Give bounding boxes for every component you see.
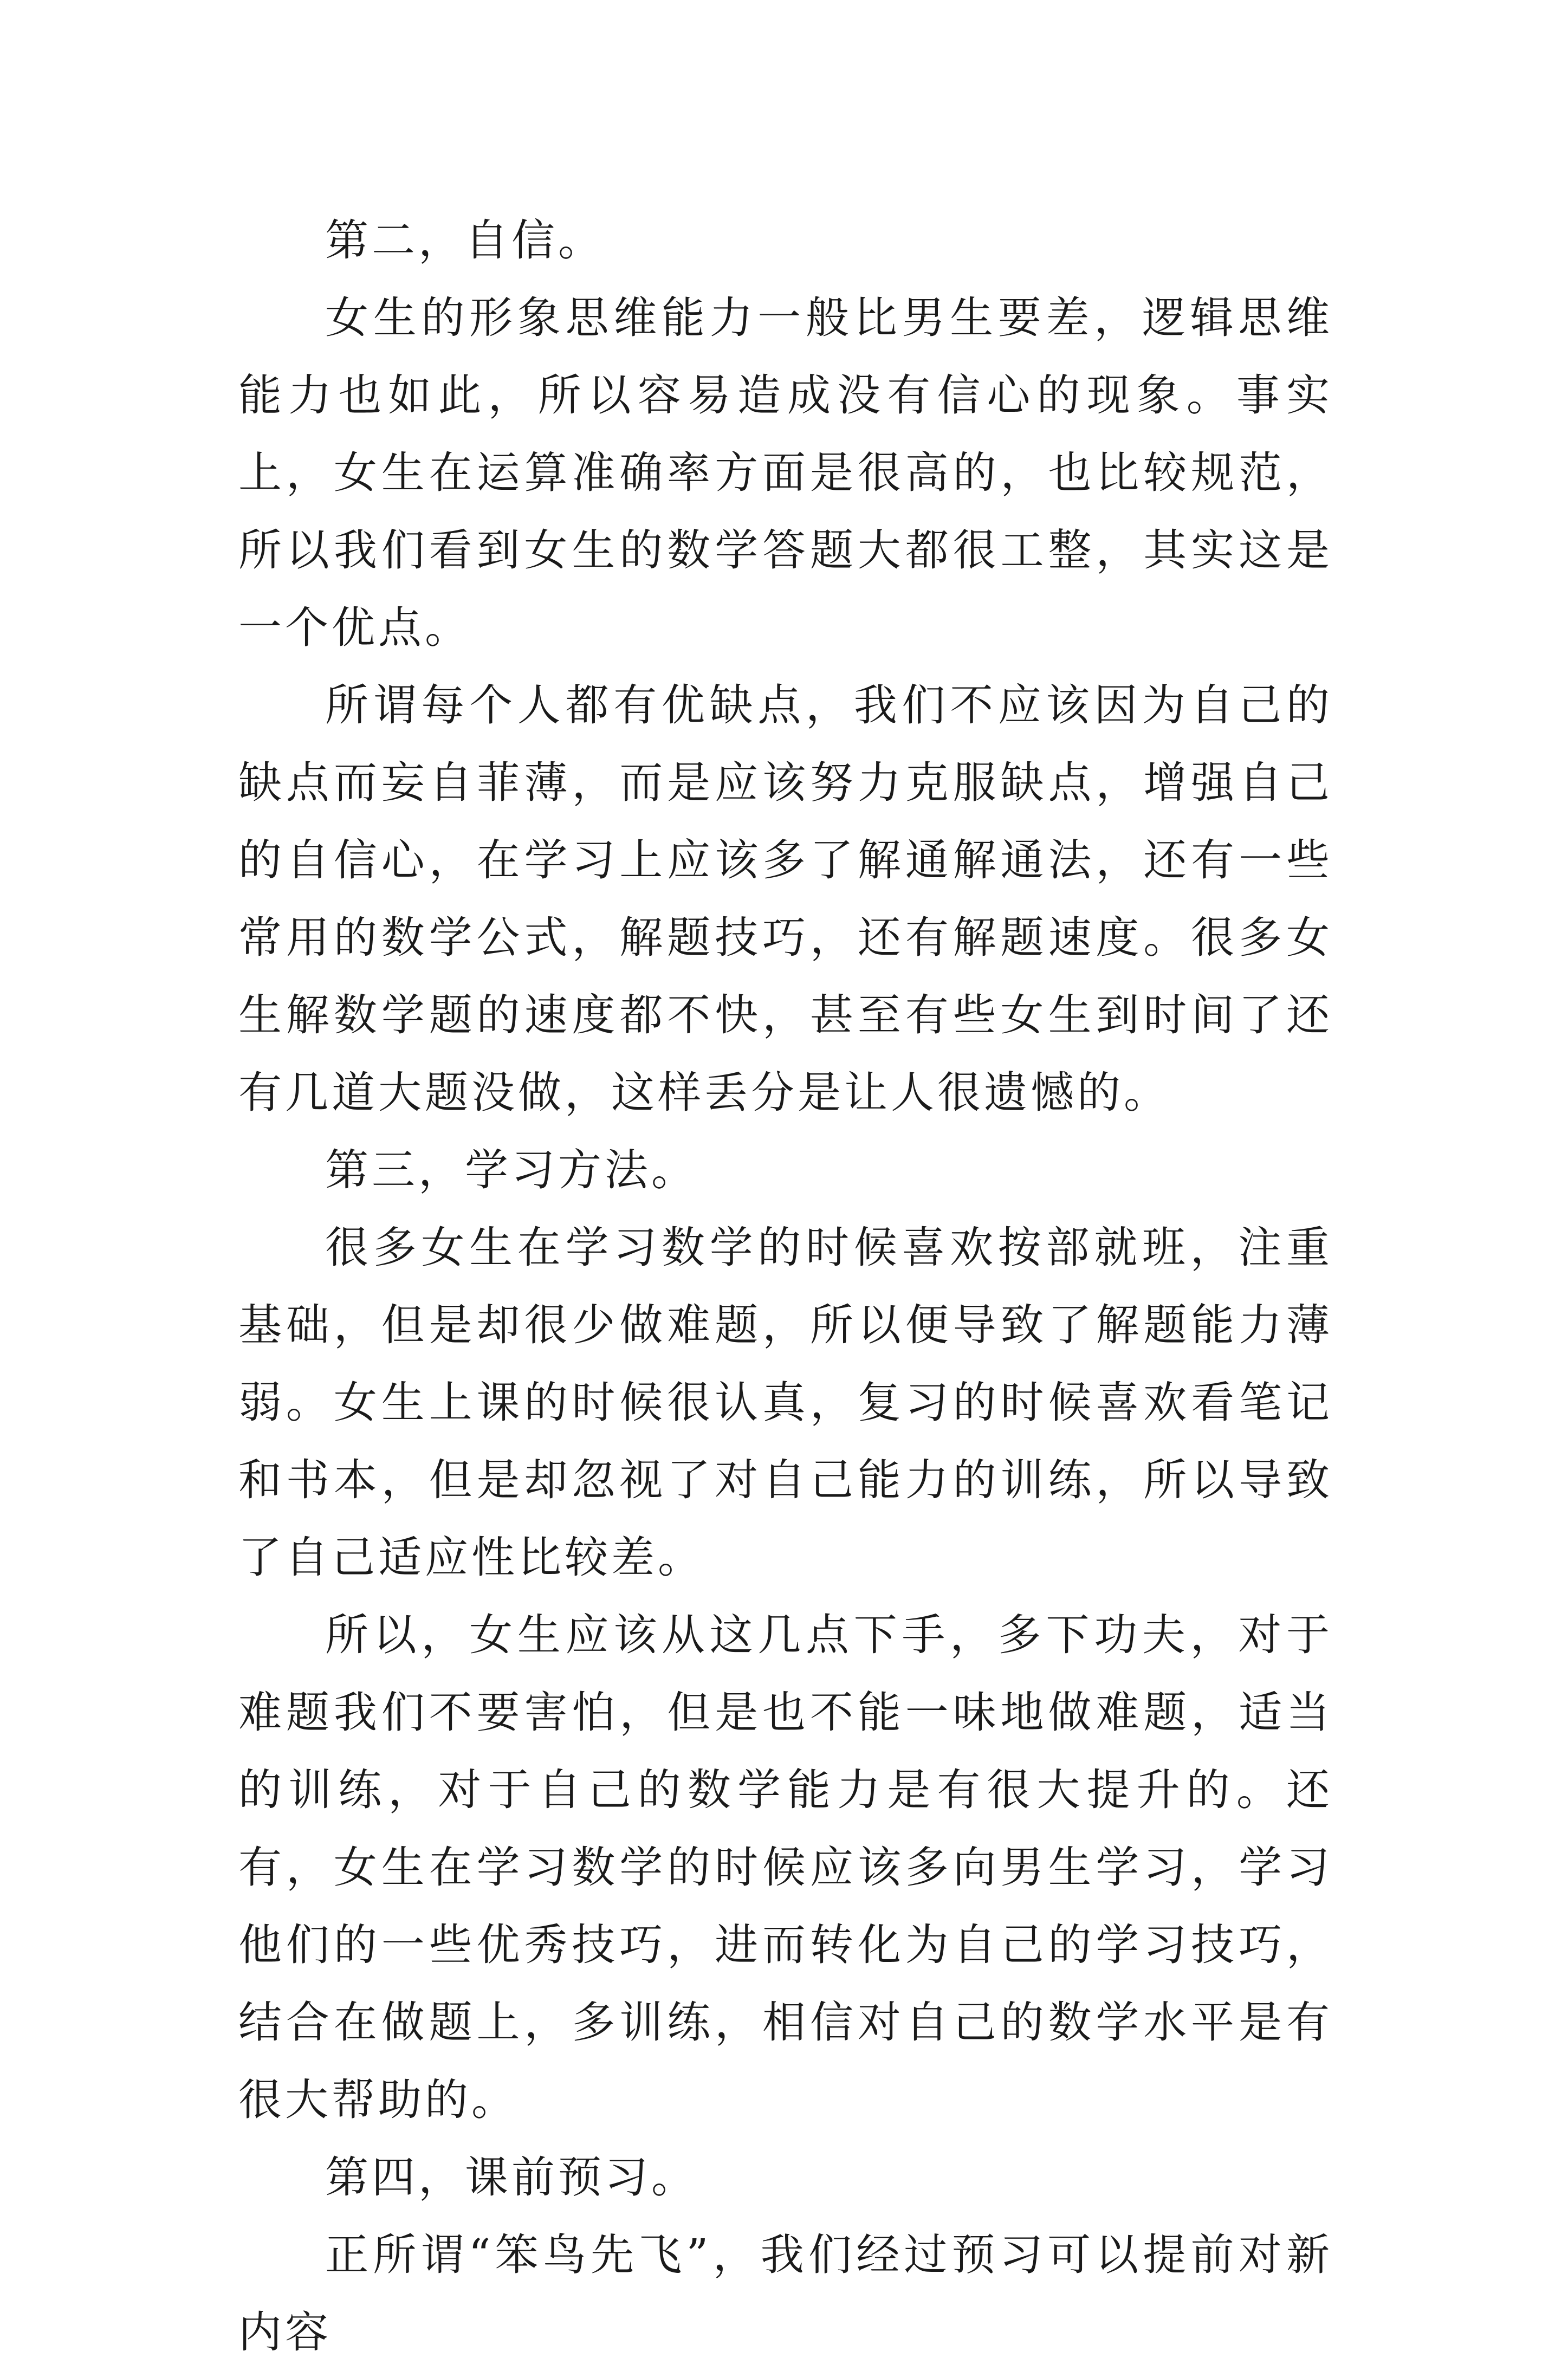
document-body: [238, 202, 1333, 2371]
paragraph: 很多女生在学习数学的时候喜欢按部就班，注重基础，但是却很少做难题，所以便导致了解题能力薄弱。女生上课的时候很认真，复习的时候喜欢看笔记和书本，但是却忽视了对自己能力的训练，所以导致了自己适应性比较差。: [238, 1222, 1333, 1583]
paragraph: 女生的形象思维能力一般比男生要差，逻辑思维能力也如此，所以容易造成没有信心的现象。事实上，女生在运算准确率方面是很高的，也比较规范，所以我们看到女生的数学答题大都很工整，其实这是一个优点。: [238, 293, 1333, 653]
paragraph: 所谓每个人都有优缺点，我们不应该因为自己的缺点而妄自菲薄，而是应该努力克服缺点，增强自己的自信心，在学习上应该多了解通解通法，还有一些常用的数学公式，解题技巧，还有解题速度。很多女生解数学题的速度都不快，甚至有些女生到时间了还有几道大题没做，这样丢分是让人很遗憾的。: [238, 680, 1333, 1118]
section-heading-study-method: 第三，学习方法。: [325, 1145, 698, 1195]
paragraph: 正所谓“笨鸟先飞”，我们经过预习可以提前对新内容: [238, 2230, 1333, 2357]
section-heading-confidence: 第二，自信。: [325, 215, 605, 265]
section-heading-preview: 第四，课前预习。: [325, 2152, 698, 2202]
paragraph: 所以，女生应该从这几点下手，多下功夫，对于难题我们不要害怕，但是也不能一味地做难题，适当的训练，对于自己的数学能力是有很大提升的。还有，女生在学习数学的时候应该多向男生学习，学习他们的一些优秀技巧，进而转化为自己的学习技巧，结合在做题上，多训练，相信对自己的数学水平是有很大帮助的。: [238, 1610, 1333, 2125]
